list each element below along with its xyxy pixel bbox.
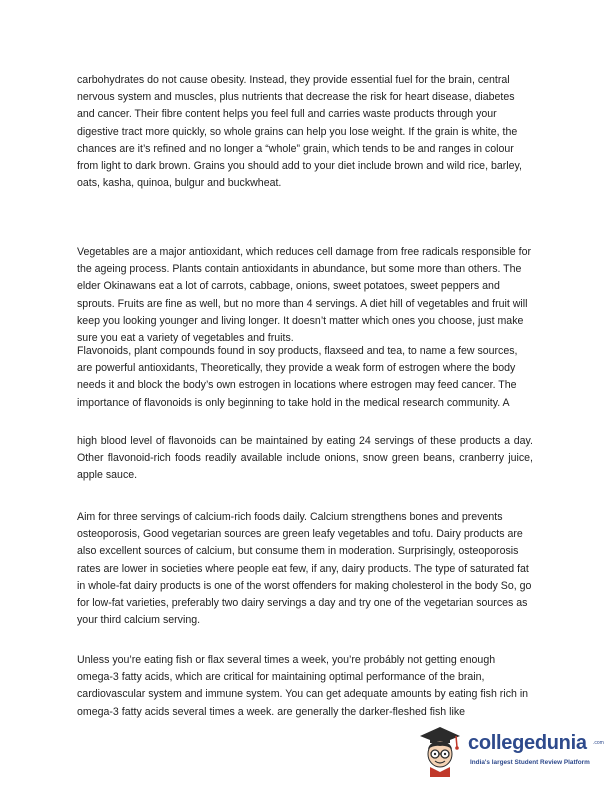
brand-domain-suffix: .com [593,740,604,746]
brand-tagline: India's largest Student Review Platform [470,759,590,766]
paragraph-omega-3: Unless you’re eating fish or flax several times a week, you’re probábly not getting enough omega-3 fatty acids, which are critical for maintaining optimal performance of the brain, cardiovascular system and immune system. You can get adequate amounts by eating fish rich in omega-3 fatty acids several times a week. are generally the darker-fleshed fish like [77,654,529,718]
paragraph-calcium: Aim for three servings of calcium-rich foods daily. Calcium strengthens bones and prevents osteoporosis, Good vegetarian sources are green leafy vegetables and tofu. Dairy products are also excellent sources of calcium, but consume them in moderation. Surprisingly, osteoporosis rates are lower in societies where people eat few, if any, dairy products. The type of saturated fat in whole-fat dairy products is one of the worst offenders for making cholesterol in the body So, go for low-fat varieties, preferably two dairy servings a day and try one of the vegetarian sources as your third calcium serving. [77,511,532,627]
paragraph-vegetables: Vegetables are a major antioxidant, which reduces cell damage from free radicals responsible for the ageing process. Plants contain antioxidants in abundance, but some more than others. The elder Okinawans eat a lot of carrots, cabbage, onions, sweet potatoes, sweet peppers and sprouts. Fruits are fine as well, but no more than 4 servings. A diet hill of vegetables and fruit will keep you looking younger and living longer. It doesn’t matter which ones you choose, just make sure you eat a variety of vegetables and fruits. [77,246,532,345]
paragraph-flavonoids-continued: high blood level of flavonoids can be maintained by eating 24 servings of these products a day. Other flavonoid-rich foods readily available include onions, snow green beans, cranberry juice, apple sauce. [77,435,533,482]
paragraph-flavonoids: Flavonoids, plant compounds found in soy products, flaxseed and tea, to name a few sources, are powerful antioxidants, Theoretically, they provide a weak form of estrogen where the body needs it and block the body’s own estrogen in locations where estrogen may feed cancer. The importance of flavonoids is only beginning to take hold in the medical research community. A [77,345,518,409]
brand-name: collegedunia [468,732,587,754]
graduate-mascot-icon [416,722,468,778]
paragraph-whole-grains: carbohydrates do not cause obesity. Instead, they provide essential fuel for the brain, central nervous system and muscles, plus nutrients that decrease the risk for heart disease, diabetes and cancer. Their fibre content helps you feel full and carries waste products through your digestive tract more quickly, so whole grains can help you lose weight. If the grain is white, the chances are it’s refined and no longer a “whole” grain, which tends to be and ranges in colour from light to dark brown. Grains you should add to your diet include brown and wild rice, barley, oats, kasha, quinoa, bulgur and buckwheat. [77,74,522,190]
collegedunia-watermark[interactable] [416,722,606,782]
